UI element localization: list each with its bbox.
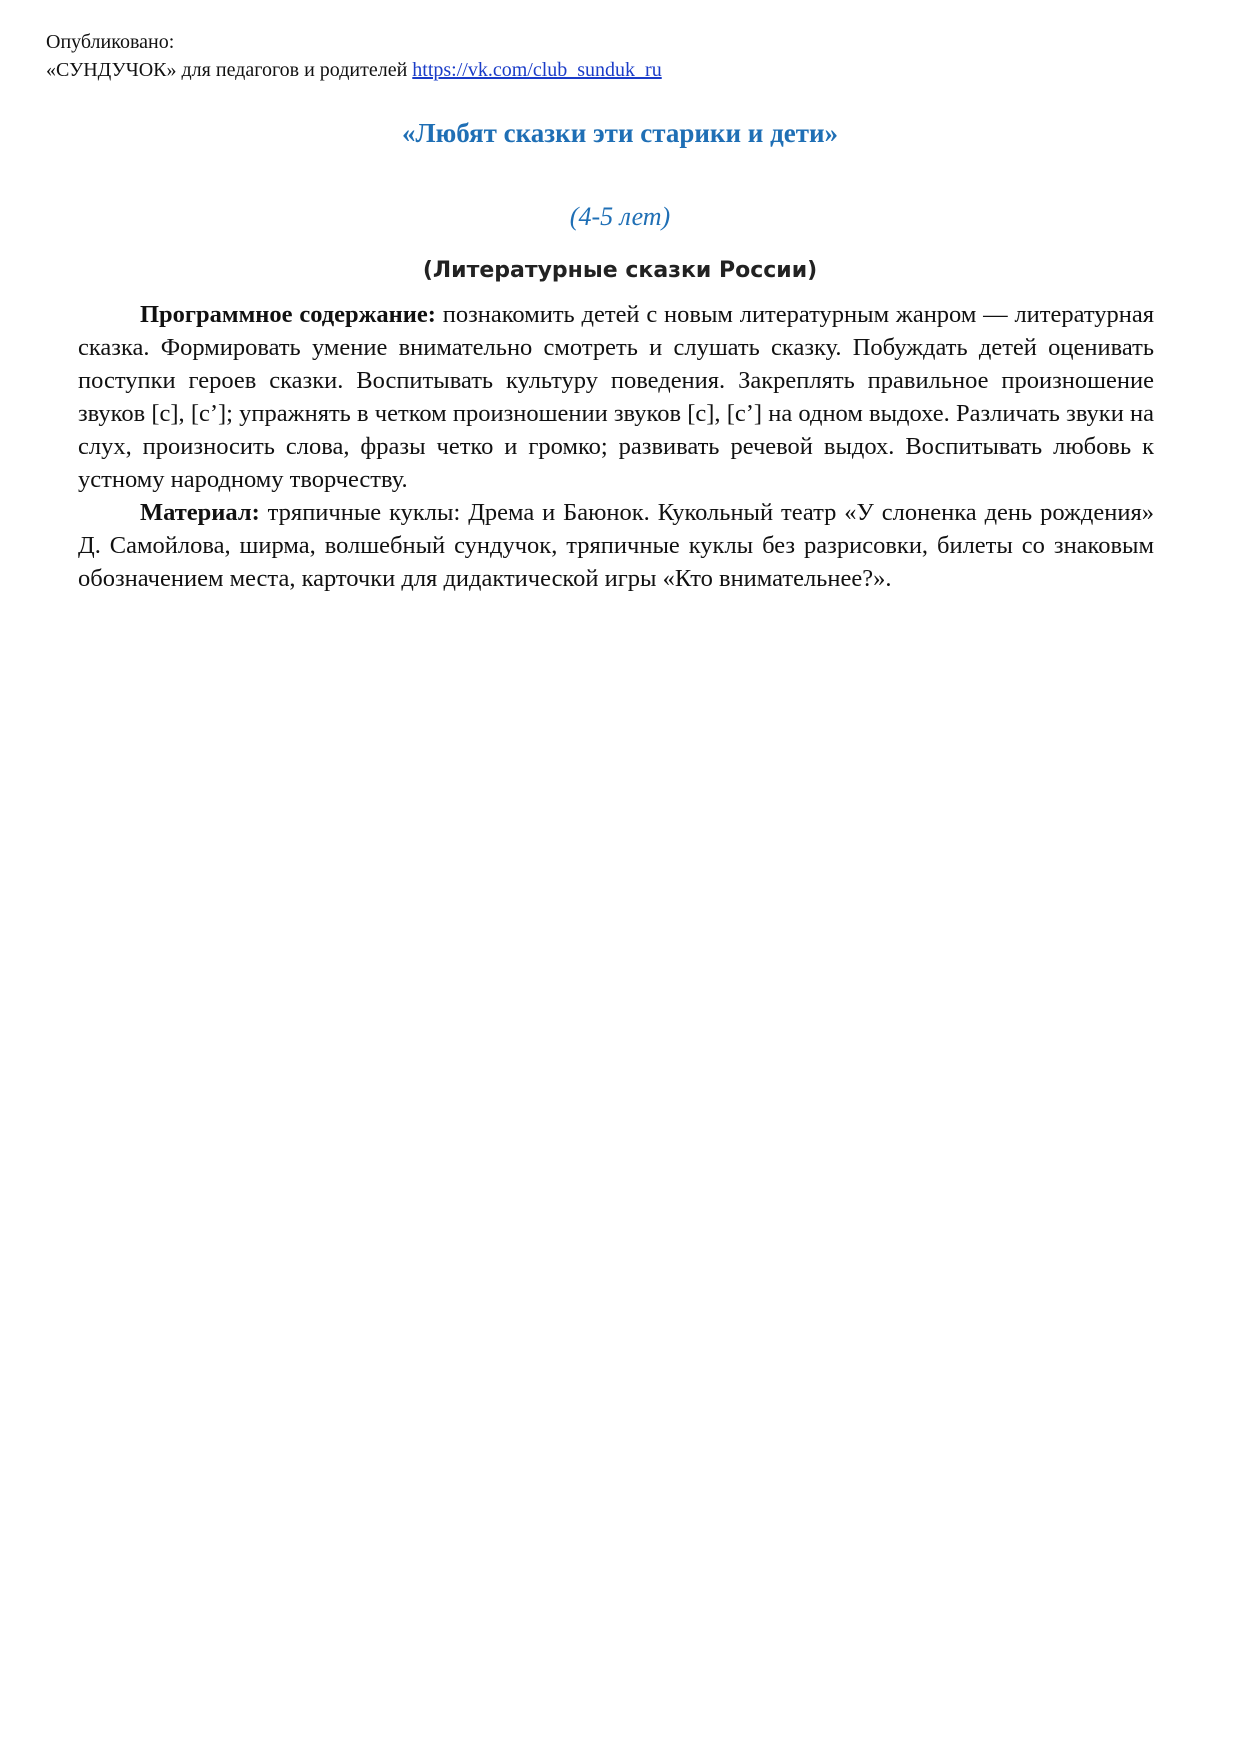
publication-header [46,28,662,84]
program-label: Программное содержание: [140,301,436,328]
material-paragraph [78,496,1154,595]
document-body [78,298,1154,595]
material-label: Материал: [140,499,260,526]
age-range: (4-5 лет) [569,202,671,231]
source-link[interactable]: https://vk.com/club_sunduk_ru [412,59,662,81]
document-title: «Любят сказки эти старики и дети» [401,118,839,148]
published-label: Опубликовано: [46,31,175,53]
program-text: познакомить детей с новым литературным жанром — литературная сказка. Формировать умение внимательно смотреть и слушать сказку. Побуждать детей оценивать поступки героев сказки. Воспитывать культуру поведения. Закреплять правильное произношение звуков [с], [с’]; упражнять в четком произношении звуков [с], [с’] на одном выдохе. Различать звуки на слух, произносить слова, фразы четко и громко; развивать речевой выдох. Воспитывать любовь к устному народному творчеству. [78,301,1154,493]
program-paragraph [78,298,1154,496]
document-subtitle: (Литературные сказки России) [422,258,818,283]
publisher-text: «СУНДУЧОК» для педагогов и родителей [46,59,408,81]
material-text: тряпичные куклы: Дрема и Баюнок. Кукольный театр «У слоненка день рождения» Д. Самойлова, ширма, волшебный сундучок, тряпичные куклы без разрисовки, билеты со знаковым обозначением места, карточки для дидактической игры «Кто внимательнее?». [78,499,1154,592]
publisher-line [46,56,662,84]
